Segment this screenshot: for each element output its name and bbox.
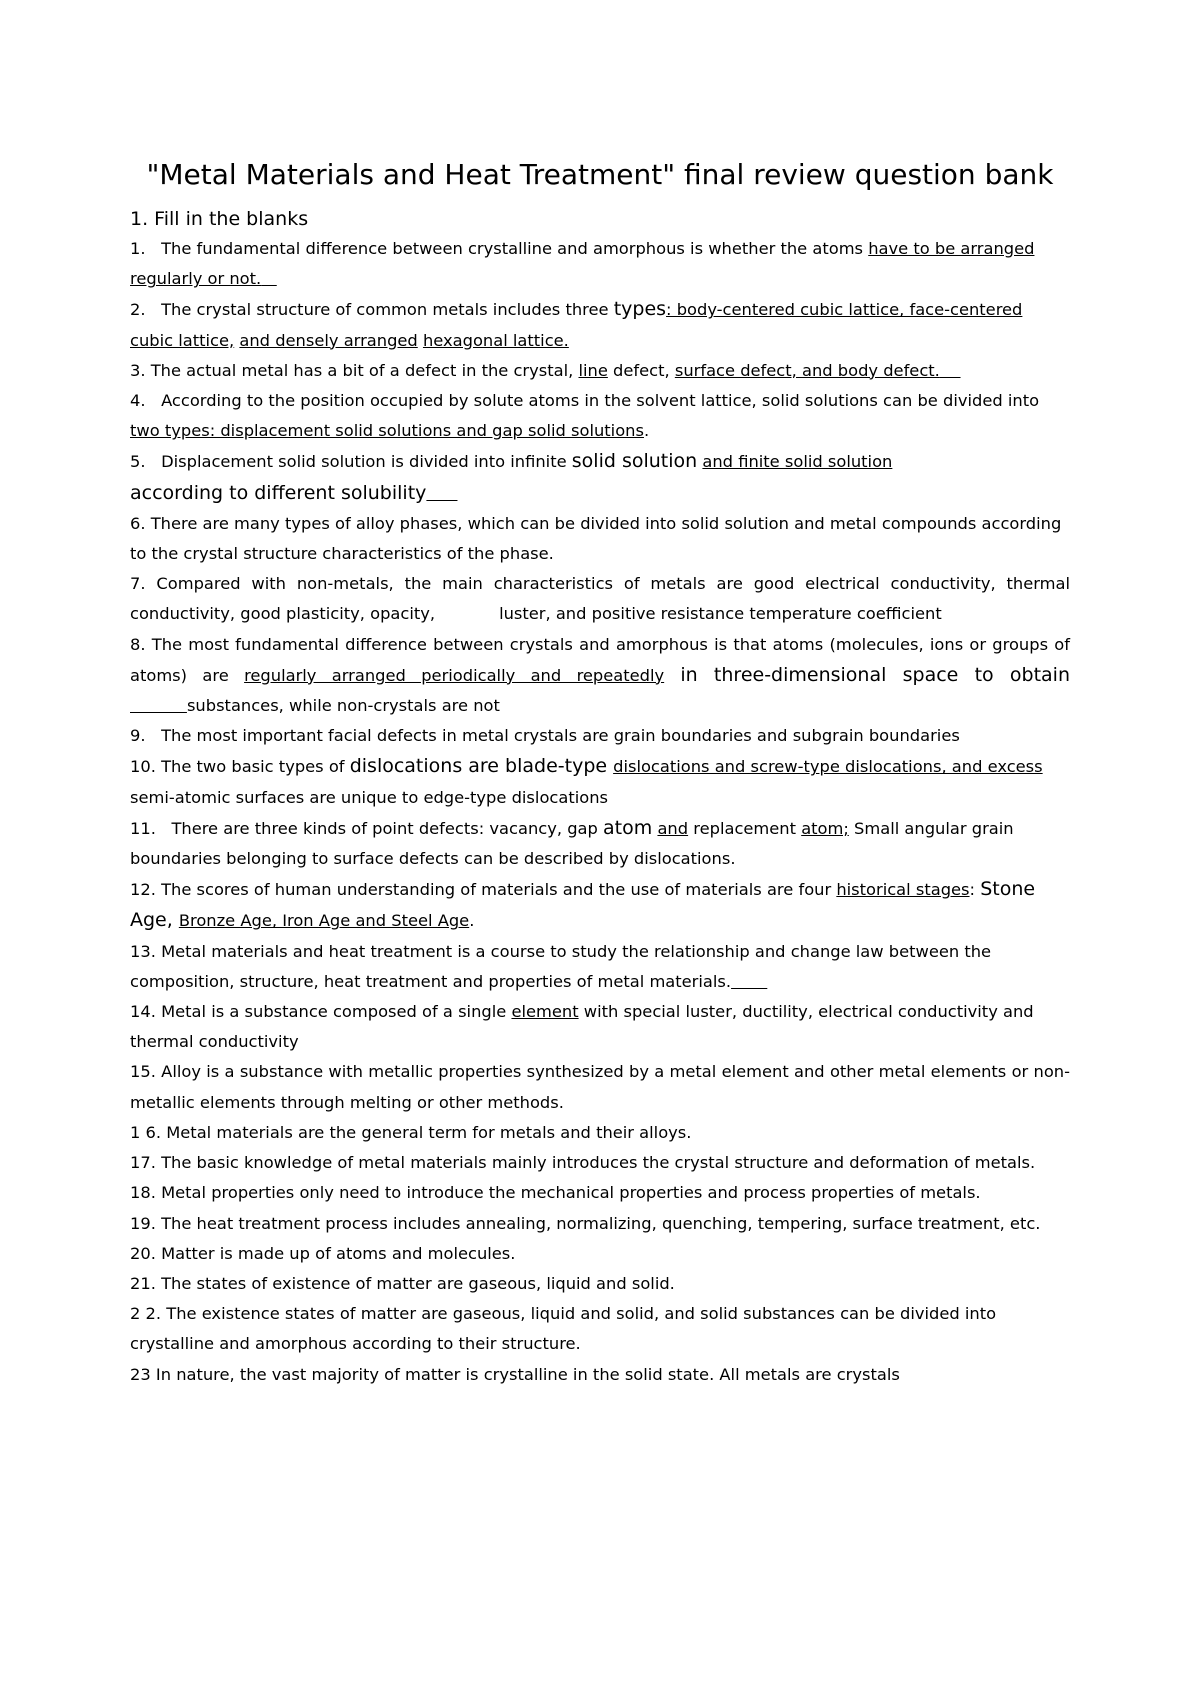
- question-4: [130, 386, 1070, 446]
- question-5-number: 5.: [130, 452, 146, 472]
- question-2-answer-a: : body-centered cubic lattice, face-centered cubic lattice,: [130, 300, 1023, 350]
- question-2-answer-b: and densely arranged: [239, 330, 418, 350]
- question-7: [130, 569, 1070, 629]
- question-1-answer-text: have to be arranged regularly or not.: [130, 239, 1035, 289]
- question-1-answer-pad: [261, 269, 277, 288]
- question-13: [130, 937, 1070, 997]
- question-3-answer-b: [675, 361, 961, 380]
- question-4-number: 4.: [130, 391, 146, 411]
- question-10: [130, 751, 1070, 812]
- question-18: 18. Metal properties only need to introduce the mechanical properties and process properties of metals.: [130, 1183, 981, 1203]
- question-10-answer: dislocations and screw-type dislocations, and excess: [613, 757, 1043, 777]
- document-page: [130, 150, 1070, 1390]
- question-3: [130, 356, 1070, 386]
- question-12-colon: :: [969, 880, 981, 900]
- question-11-text: There are three kinds of point defects: vacancy, gap: [171, 818, 604, 838]
- question-16: 1 6. Metal materials are the general term for metals and their alloys.: [130, 1122, 692, 1142]
- question-10-text: 10. The two basic types of: [130, 757, 350, 777]
- question-11-text-b: replacement: [688, 818, 802, 838]
- question-2: [130, 294, 1070, 355]
- question-15: 15. Alloy is a substance with metallic properties synthesized by a metal element and other metal elements or non-metallic elements through melting or other methods.: [130, 1062, 1070, 1112]
- question-2-text: The crystal structure of common metals includes three: [161, 300, 614, 320]
- question-2-emphasis: types: [613, 298, 667, 321]
- question-4-answer: two types: displacement solid solutions and gap solid solutions: [130, 421, 644, 441]
- question-3-answer-a: line: [578, 360, 608, 380]
- question-11-answer-a: and: [657, 818, 689, 838]
- question-12-period: .: [469, 911, 475, 931]
- section-heading: 1. Fill in the blanks: [130, 208, 309, 230]
- document-title: "Metal Materials and Heat Treatment" final review question bank: [146, 158, 1054, 191]
- question-8-text: 8. The most fundamental difference between crystals and amorphous is that atoms (molecules, ions or groups of atoms) are: [130, 634, 1070, 685]
- question-10-text-b: semi-atomic surfaces are unique to edge-type dislocations: [130, 787, 608, 807]
- question-14: [130, 997, 1070, 1057]
- question-list: [130, 234, 1070, 1390]
- question-7-text: 7. Compared with non-metals, the main characteristics of metals are good electrical conductivity, thermal conductivity, good plasticity, opacity,: [130, 574, 1070, 624]
- question-11: [130, 813, 1070, 874]
- question-9-text: The most important facial defects in metal crystals are grain boundaries and subgrain boundaries: [161, 726, 960, 746]
- question-11-answer-b: atom;: [801, 818, 849, 838]
- question-2-answer-c: hexagonal lattice.: [422, 330, 569, 350]
- question-11-emphasis: atom: [603, 816, 653, 839]
- question-8-answer: regularly arranged periodically and repeatedly: [244, 665, 665, 685]
- question-14-text-b: with special luster, ductility, electrical conductivity and thermal conductivity: [130, 1002, 1034, 1052]
- question-5-emphasis-a: solid solution: [571, 450, 698, 473]
- question-8-emphasis: in three-dimensional space to obtain: [664, 663, 1070, 686]
- question-5-text: Displacement solid solution is divided into infinite: [161, 452, 572, 472]
- question-21: 21. The states of existence of matter are gaseous, liquid and solid.: [130, 1273, 675, 1293]
- question-11-text-c: Small angular grain boundaries belonging to surface defects can be described by dislocations.: [130, 818, 1014, 869]
- question-5-emphasis-b: according to different solubility: [130, 481, 427, 504]
- question-3-text-b: defect,: [607, 360, 675, 380]
- question-8-blank: [130, 696, 187, 715]
- question-14-answer: element: [511, 1002, 579, 1022]
- question-8: [130, 630, 1070, 722]
- question-17: 17. The basic knowledge of metal materials mainly introduces the crystal structure and deformation of metals.: [130, 1153, 1036, 1173]
- question-7-text-b: luster, and positive resistance temperature coefficient: [499, 604, 942, 624]
- question-11-number: 11.: [130, 818, 156, 838]
- question-5-blank: [426, 484, 457, 503]
- question-6: 6. There are many types of alloy phases, which can be divided into solid solution and metal compounds according to the crystal structure characteristics of the phase.: [130, 513, 1062, 564]
- question-12: [130, 874, 1070, 936]
- question-10-emphasis: dislocations are blade-type: [349, 755, 614, 778]
- question-13-blank: [731, 972, 767, 991]
- question-12-answer-a: historical stages: [836, 880, 970, 900]
- question-12-answer-b: Bronze Age, Iron Age and Steel Age: [178, 911, 470, 931]
- question-4-text: According to the position occupied by solute atoms in the solvent lattice, solid solutions can be divided into: [161, 391, 1040, 411]
- question-1-number: 1.: [130, 239, 146, 258]
- question-23: 23 In nature, the vast majority of matter is crystalline in the solid state. All metals are crystals: [130, 1364, 900, 1384]
- question-19: 19. The heat treatment process includes annealing, normalizing, quenching, tempering, surface treatment, etc.: [130, 1213, 1041, 1233]
- question-9: [130, 721, 1070, 751]
- question-20: 20. Matter is made up of atoms and molecules.: [130, 1243, 516, 1263]
- question-12-text: 12. The scores of human understanding of materials and the use of materials are four: [130, 880, 837, 900]
- question-1: [130, 234, 1070, 294]
- question-3-answer-b-text: surface defect, and body defect.: [674, 360, 940, 380]
- question-4-period: .: [643, 421, 650, 441]
- question-2-number: 2.: [130, 300, 146, 320]
- question-9-number: 9.: [130, 726, 146, 746]
- question-13-text: 13. Metal materials and heat treatment is a course to study the relationship and change law between the composition, structure, heat treatment and properties of metal materials.: [130, 941, 992, 991]
- question-5-answer: and finite solid solution: [702, 452, 893, 472]
- question-8-text-b: substances, while non-crystals are not: [186, 696, 500, 716]
- question-5: [130, 446, 1070, 508]
- question-22: 2 2. The existence states of matter are gaseous, liquid and solid, and solid substances can be divided into crystalline and amorphous according to their structure.: [130, 1304, 997, 1354]
- question-14-text: 14. Metal is a substance composed of a single: [130, 1002, 512, 1022]
- question-3-answer-b-pad: [940, 361, 961, 380]
- question-1-text: The fundamental difference between crystalline and amorphous is whether the atoms: [161, 239, 869, 258]
- question-3-text: 3. The actual metal has a bit of a defect in the crystal,: [130, 360, 579, 380]
- question-12-emphasis: Stone Age,: [130, 878, 1036, 932]
